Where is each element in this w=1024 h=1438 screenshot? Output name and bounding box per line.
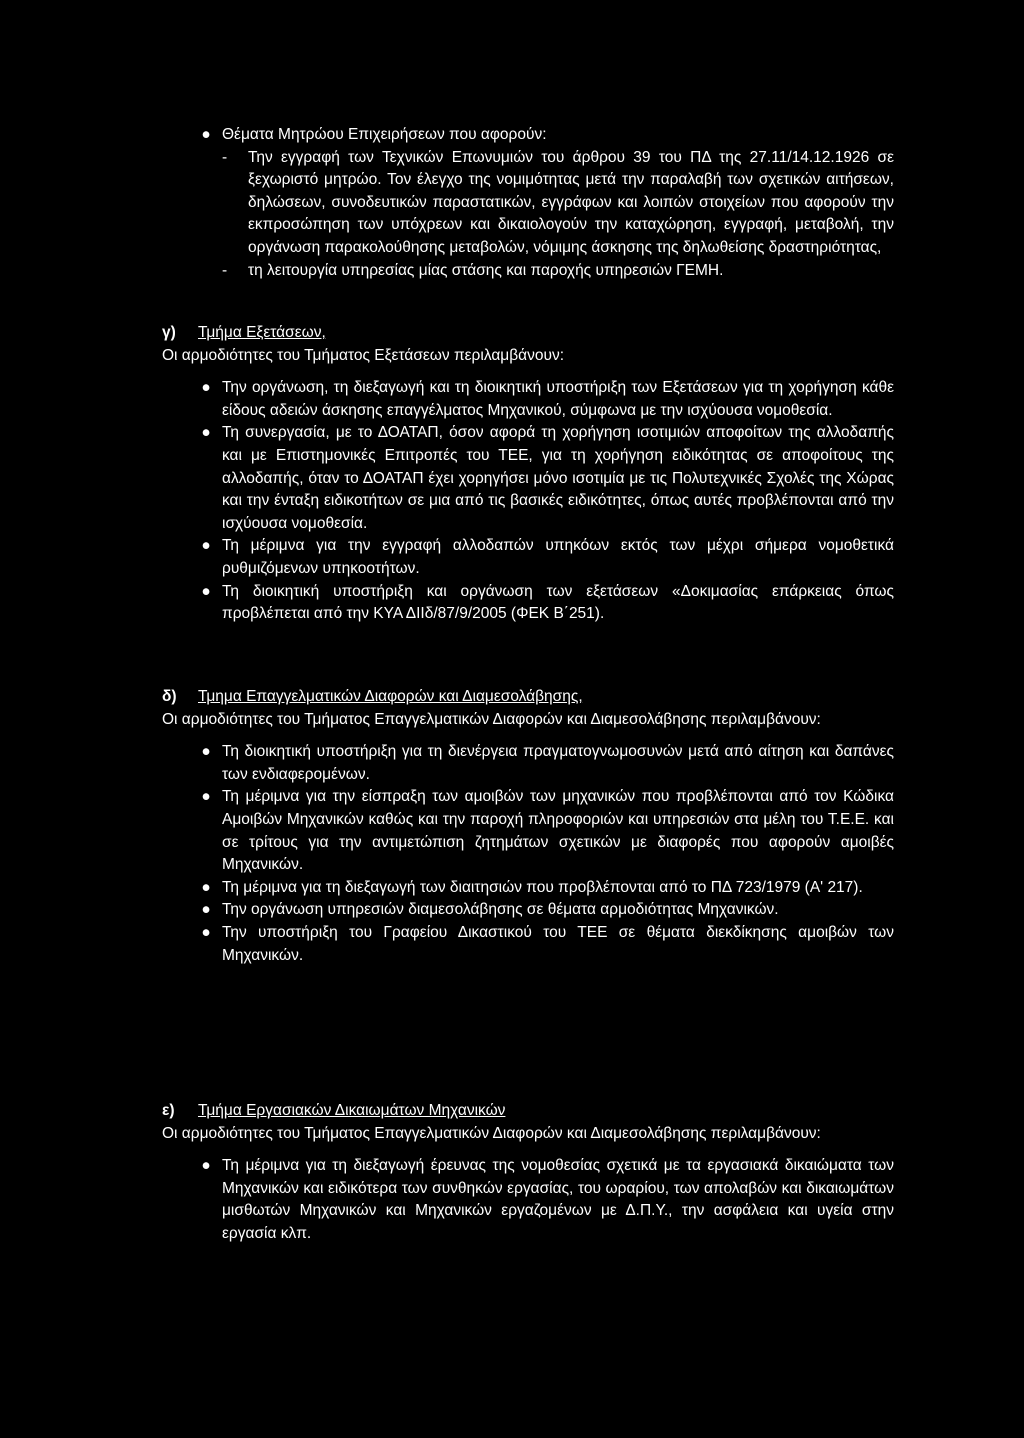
list-item xyxy=(0,377,894,422)
dash-item-text: Την εγγραφή των Τεχνικών Επωνυμιών του άρθρου 39 του ΠΔ της 27.11/14.12.1926 σε ξεχωριστό μητρώο. Τον έλεγχο της νομιμότητας μετά την παραλαβή των σχετικών αιτήσεων, δηλώσεων, συνοδευτικών παραστατικών, εγγράφων και λοιπών στοιχείων που αφορούν την εκπροσώπηση των υπόχρεων και δικαιολογούν την καταχώρηση, εγγραφή, μεταβολή, την οργάνωση παρακολούθησης μεταβολών, νόμιμης άσκησης της δηλωθείσης δραστηριότητας, xyxy=(248,148,894,256)
list-item-text: Τη διοικητική υποστήριξη για τη διενέργεια πραγματογνωμοσυνών μετά από αίτηση και δαπάνες των ενδιαφερομένων. xyxy=(222,743,894,783)
section-professional-disputes xyxy=(0,686,1024,967)
section-title: Τμημα Επαγγελματικών Διαφορών και Διαμεσολάβησης, xyxy=(198,688,583,705)
list-item xyxy=(0,899,894,922)
list-item-text: Την οργάνωση, τη διεξαγωγή και τη διοικητική υποστήριξη των Εξετάσεων για τη χορήγηση κάθε είδους αδειών άσκησης επαγγέλματος Μηχανικού, σύμφωνα με την ισχύουσα νομοθεσία. xyxy=(222,379,894,419)
bullet-icon: ● xyxy=(201,126,211,143)
section-heading xyxy=(0,686,894,709)
section-label: δ) xyxy=(162,688,177,705)
section-exams xyxy=(0,322,1024,626)
list-item-text: Τη μέριμνα για τη διεξαγωγή έρευνας της νομοθεσίας σχετικά με τα εργασιακά δικαιώματα των Μηχανικών και ειδικότερα των συνθηκών εργασίας, του ωραρίου, των απολαβών και δικαιωμάτων μισθωτών Μηχανικών και Μηχανικών εργαζομένων με Δ.Π.Υ., την ασφάλεια και υγεία στην εργασία κλπ. xyxy=(222,1157,894,1242)
list-item-text: Τη συνεργασία, με το ΔΟΑΤΑΠ, όσον αφορά τη χορήγηση ισοτιμιών αποφοίτων της αλλοδαπής και με Επιστημονικές Επιτροπές του ΤΕΕ, για τη χορήγηση ειδικότητας σε αποφοίτους της αλλοδαπής, όταν το ΔΟΑΤΑΠ έχει χορηγήσει μόνο ισοτιμία με τις Πολυτεχνικές Σχολές της Χώρας και την ένταξη ειδικοτήτων σε μια από τις βασικές ειδικότητες, όπως αυτές προβλέπονται από την ισχύουσα νομοθεσία. xyxy=(222,424,894,532)
list-item xyxy=(0,877,894,900)
list-item-text: Τη διοικητική υποστήριξη και οργάνωση των εξετάσεων «Δοκιμασίας επάρκειας όπως προβλέπεται από την ΚΥΑ ΔΙΙδ/87/9/2005 (ΦΕΚ Β΄251). xyxy=(222,582,894,623)
bullet-icon: ● xyxy=(201,923,211,941)
section-heading xyxy=(0,1100,894,1123)
section-intro: Οι αρμοδιότητες του Τμήματος Εξετάσεων περιλαμβάνουν: xyxy=(162,346,565,364)
section-intro: Οι αρμοδιότητες του Τμήματος Επαγγελματικών Διαφορών και Διαμεσολάβησης περιλαμβάνουν: xyxy=(162,1124,821,1142)
list-item-text: Την υποστήριξη του Γραφείου Δικαστικού του ΤΕΕ σε θέματα διεκδίκησης αμοιβών των Μηχανικών. xyxy=(222,923,894,964)
list-item xyxy=(0,124,894,147)
list-item xyxy=(0,422,894,535)
bullet-icon: ● xyxy=(201,901,211,919)
dash-icon: - xyxy=(222,148,228,166)
bullet-icon: ● xyxy=(201,424,211,442)
list-item-text: Τη μέριμνα για την εγγραφή αλλοδαπών υπηκόων εκτός των μέχρι σήμερα νομοθετικά ρυθμιζόμενων υπηκοοτήτων. xyxy=(222,537,894,577)
list-item xyxy=(0,535,894,580)
section-heading xyxy=(0,322,894,345)
bullet-icon: ● xyxy=(201,1157,211,1175)
list-item xyxy=(0,581,894,626)
section-label: ε) xyxy=(162,1102,175,1119)
section-title: Τμήμα Εξετάσεων, xyxy=(198,324,326,341)
list-item xyxy=(0,922,894,967)
bullet-icon: ● xyxy=(201,537,211,555)
list-item-text: Την οργάνωση υπηρεσιών διαμεσολάβησης σε θέματα αρμοδιότητας Μηχανικών. xyxy=(222,901,779,919)
dash-item xyxy=(0,147,894,260)
list-item-text: Τη μέριμνα για την είσπραξη των αμοιβών των μηχανικών που προβλέπονται από τον Κώδικα Αμοιβών Μηχανικών καθώς και την παροχή πληροφοριών και υπηρεσιών στα μέλη του Τ.Ε.Ε. και σε τρίτους για την αντιμετώπιση ζητημάτων σχετικών με διαφορές που αφορούν αμοιβές Μηχανικών. xyxy=(222,788,894,874)
list-item-text: Θέματα Μητρώου Επιχειρήσεων που αφορούν: xyxy=(222,126,547,143)
dash-item xyxy=(0,260,894,283)
list-item xyxy=(0,741,894,786)
dash-icon: - xyxy=(222,261,228,279)
list-item-text: Τη μέριμνα για τη διεξαγωγή των διαιτησιών που προβλέπονται από το ΠΔ 723/1979 (Α' 217). xyxy=(222,878,863,896)
bullet-icon: ● xyxy=(201,743,211,761)
section-title: Τμήμα Εργασιακών Δικαιωμάτων Μηχανικών xyxy=(198,1102,506,1119)
section-label: γ) xyxy=(162,324,176,341)
registry-topics-block xyxy=(0,124,1024,282)
section-intro: Οι αρμοδιότητες του Τμήματος Επαγγελματικών Διαφορών και Διαμεσολάβησης περιλαμβάνουν: xyxy=(162,710,821,728)
list-item xyxy=(0,1155,894,1245)
bullet-icon: ● xyxy=(201,878,211,896)
bullet-icon: ● xyxy=(201,788,211,806)
bullet-icon: ● xyxy=(201,379,211,397)
list-item xyxy=(0,786,894,876)
section-labor-rights xyxy=(0,1100,1024,1246)
bullet-icon: ● xyxy=(201,582,211,600)
dash-item-text: τη λειτουργία υπηρεσίας μίας στάσης και παροχής υπηρεσιών ΓΕΜΗ. xyxy=(248,261,724,279)
